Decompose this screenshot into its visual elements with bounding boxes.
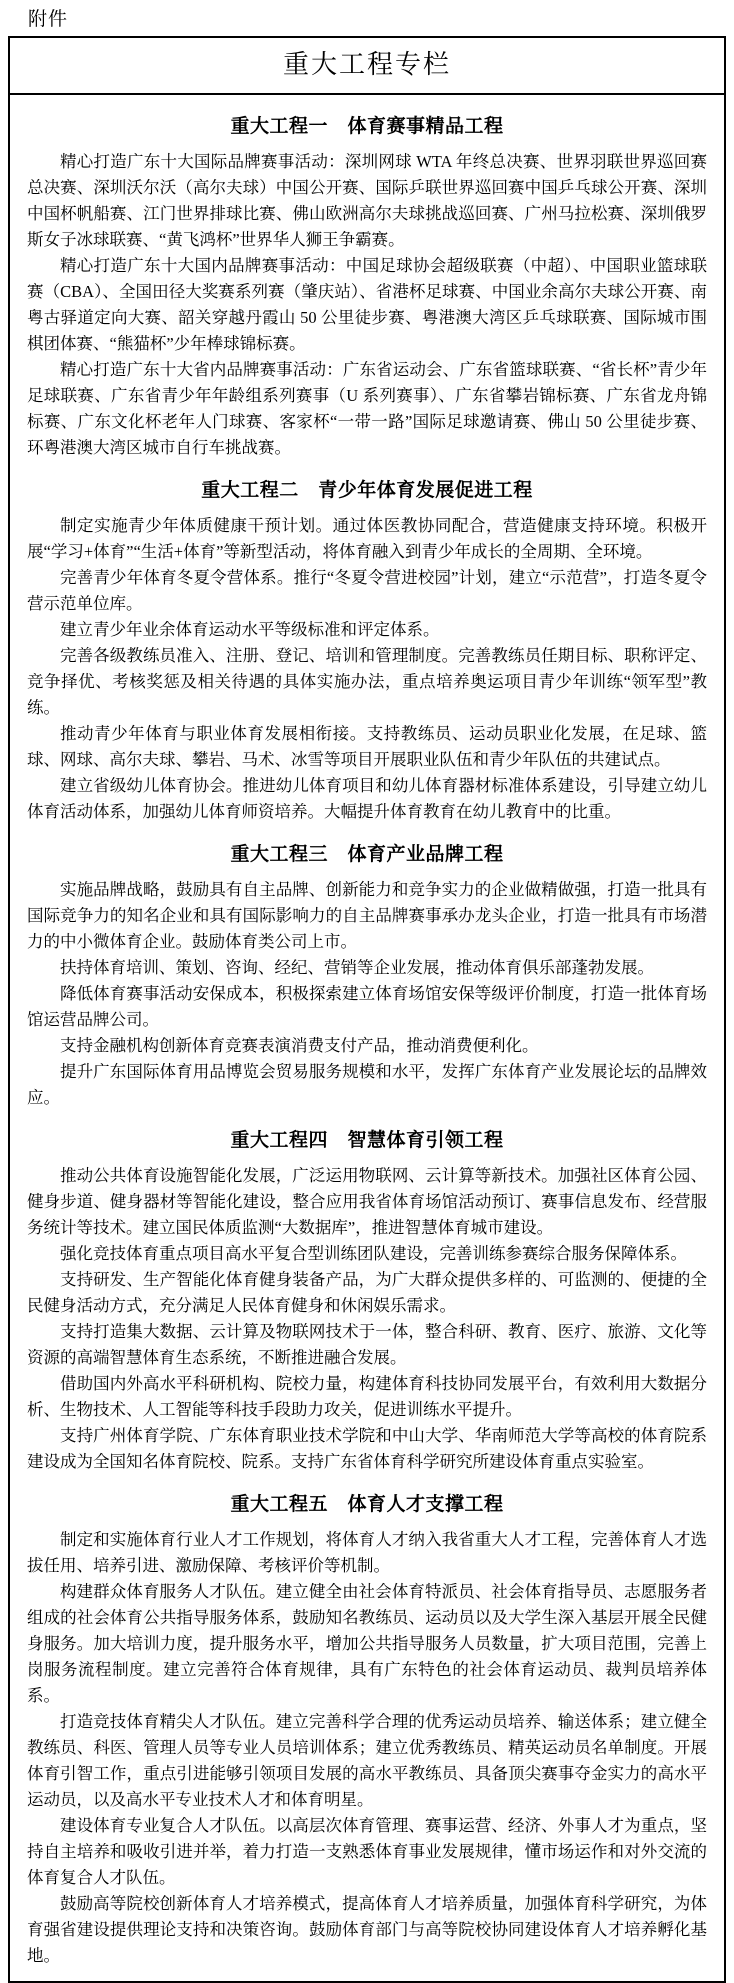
paragraph: 推动青少年体育与职业体育发展相衔接。支持教练员、运动员职业化发展，在足球、篮球、网球、高尔夫球、攀岩、马术、冰雪等项目开展职业队伍和青少年队伍的共建试点。 xyxy=(27,724,707,769)
paragraph: 降低体育赛事活动安保成本，积极探索建立体育场馆安保等级评价制度，打造一批体育场馆运营品牌公司。 xyxy=(27,984,707,1029)
section-heading-4: 重大工程四 智慧体育引领工程 xyxy=(230,1130,504,1151)
paragraph: 支持金融机构创新体育竞赛表演消费支付产品，推动消费便利化。 xyxy=(60,1036,539,1055)
paragraph: 支持广州体育学院、广东体育职业技术学院和中山大学、华南师范大学等高校的体育院系建设成为全国知名体育院校、院系。支持广东省体育科学研究所建设体育重点实验室。 xyxy=(27,1426,707,1471)
paragraph: 精心打造广东十大国内品牌赛事活动：中国足球协会超级联赛（中超）、中国职业篮球联赛（CBA）、全国田径大奖赛系列赛（肇庆站）、省港杯足球赛、中国业余高尔夫球公开赛、南粤古驿道定向大赛、韶关穿越丹霞山 50 公里徒步赛、粤港澳大湾区乒乓球联赛、国际城市围棋团体赛、“熊猫杯”少年棒球锦标赛。 xyxy=(27,256,707,353)
section-heading-1: 重大工程一 体育赛事精品工程 xyxy=(230,116,504,137)
paragraph: 精心打造广东十大省内品牌赛事活动：广东省运动会、广东省篮球联赛、“省长杯”青少年足球联赛、广东省青少年年龄组系列赛事（U 系列赛事）、广东省攀岩锦标赛、广东省龙舟锦标赛、广东文化杯老年人门球赛、客家杯“一带一路”国际足球邀请赛、佛山 50 公里徒步赛、环粤港澳大湾区城市自行车挑战赛。 xyxy=(27,360,707,457)
box-title: 重大工程专栏 xyxy=(10,38,724,95)
paragraph: 推动公共体育设施智能化发展，广泛运用物联网、云计算等新技术。加强社区体育公园、健身步道、健身器材等智能化建设，整合应用我省体育场馆活动预订、赛事信息发布、经营服务统计等技术。建立国民体质监测“大数据库”，推进智慧体育城市建设。 xyxy=(27,1166,707,1237)
section-heading-3: 重大工程三 体育产业品牌工程 xyxy=(230,844,504,865)
paragraph: 建立省级幼儿体育协会。推进幼儿体育项目和幼儿体育器材标准体系建设，引导建立幼儿体育活动体系，加强幼儿体育师资培养。大幅提升体育教育在幼儿教育中的比重。 xyxy=(27,776,707,821)
paragraph: 建立青少年业余体育运动水平等级标准和评定体系。 xyxy=(60,620,440,639)
paragraph: 实施品牌战略，鼓励具有自主品牌、创新能力和竞争实力的企业做精做强，打造一批具有国际竞争力的知名企业和具有国际影响力的自主品牌赛事承办龙头企业，打造一批具有市场潜力的中小微体育企业。鼓励体育类公司上市。 xyxy=(27,880,707,951)
paragraph: 借助国内外高水平科研机构、院校力量，构建体育科技协同发展平台，有效利用大数据分析、生物技术、人工智能等科技手段助力攻关，促进训练水平提升。 xyxy=(27,1374,707,1419)
paragraph: 构建群众体育服务人才队伍。建立健全由社会体育特派员、社会体育指导员、志愿服务者组成的社会体育公共指导服务体系，鼓励知名教练员、运动员以及大学生深入基层开展全民健身服务。加大培训力度，提升服务水平，增加公共指导服务人员数量，扩大项目范围，完善上岗服务流程制度。建立完善符合体育规律，具有广东特色的社会体育运动员、裁判员培养体系。 xyxy=(27,1582,707,1705)
paragraph: 制定实施青少年体质健康干预计划。通过体医教协同配合，营造健康支持环境。积极开展“学习+体育”“生活+体育”等新型活动，将体育融入到青少年成长的全周期、全环境。 xyxy=(27,516,707,561)
paragraph: 提升广东国际体育用品博览会贸易服务规模和水平，发挥广东体育产业发展论坛的品牌效应。 xyxy=(27,1062,707,1107)
paragraph: 支持研发、生产智能化体育健身装备产品，为广大群众提供多样的、可监测的、便捷的全民健身活动方式，充分满足人民体育健身和休闲娱乐需求。 xyxy=(27,1270,707,1315)
paragraph: 强化竞技体育重点项目高水平复合型训练团队建设，完善训练参赛综合服务保障体系。 xyxy=(60,1244,687,1263)
attachment-label: 附件 xyxy=(28,9,69,30)
paragraph: 制定和实施体育行业人才工作规划，将体育人才纳入我省重大人才工程，完善体育人才选拔任用、培养引进、激励保障、考核评价等机制。 xyxy=(27,1530,707,1575)
section-heading-2: 重大工程二 青少年体育发展促进工程 xyxy=(201,480,533,501)
paragraph: 扶持体育培训、策划、咨询、经纪、营销等企业发展，推动体育俱乐部蓬勃发展。 xyxy=(60,958,654,977)
box-content xyxy=(10,95,724,1981)
paragraph: 建设体育专业复合人才队伍。以高层次体育管理、赛事运营、经济、外事人才为重点，坚持自主培养和吸收引进并举，着力打造一支熟悉体育事业发展规律，懂市场运作和对外交流的体育复合人才队伍。 xyxy=(27,1816,707,1887)
section-heading-5: 重大工程五 体育人才支撑工程 xyxy=(230,1494,504,1515)
paragraph: 精心打造广东十大国际品牌赛事活动：深圳网球 WTA 年终总决赛、世界羽联世界巡回赛总决赛、深圳沃尔沃（高尔夫球）中国公开赛、国际乒联世界巡回赛中国乒乓球公开赛、深圳中国杯帆船赛、江门世界排球比赛、佛山欧洲高尔夫球挑战巡回赛、广州马拉松赛、深圳俄罗斯女子冰球联赛、“黄飞鸿杯”世界华人狮王争霸赛。 xyxy=(27,152,707,249)
paragraph: 完善各级教练员准入、注册、登记、培训和管理制度。完善教练员任期目标、职称评定、竞争择优、考核奖惩及相关待遇的具体实施办法，重点培养奥运项目青少年训练“领军型”教练。 xyxy=(27,646,707,717)
paragraph: 鼓励高等院校创新体育人才培养模式，提高体育人才培养质量，加强体育科学研究，为体育强省建设提供理论支持和决策咨询。鼓励体育部门与高等院校协同建设体育人才培养孵化基地。 xyxy=(27,1894,707,1965)
paragraph: 打造竞技体育精尖人才队伍。建立完善科学合理的优秀运动员培养、输送体系；建立健全教练员、科医、管理人员等专业人员培训体系；建立优秀教练员、精英运动员名单制度。开展体育引智工作，重点引进能够引领项目发展的高水平教练员、具备顶尖赛事夺金实力的高水平运动员，以及高水平专业技术人才和体育明星。 xyxy=(27,1712,707,1809)
major-projects-box xyxy=(8,36,726,1983)
paragraph: 支持打造集大数据、云计算及物联网技术于一体，整合科研、教育、医疗、旅游、文化等资源的高端智慧体育生态系统，不断推进融合发展。 xyxy=(27,1322,707,1367)
paragraph: 完善青少年体育冬夏令营体系。推行“冬夏令营进校园”计划，建立“示范营”，打造冬夏令营示范单位库。 xyxy=(27,568,707,613)
